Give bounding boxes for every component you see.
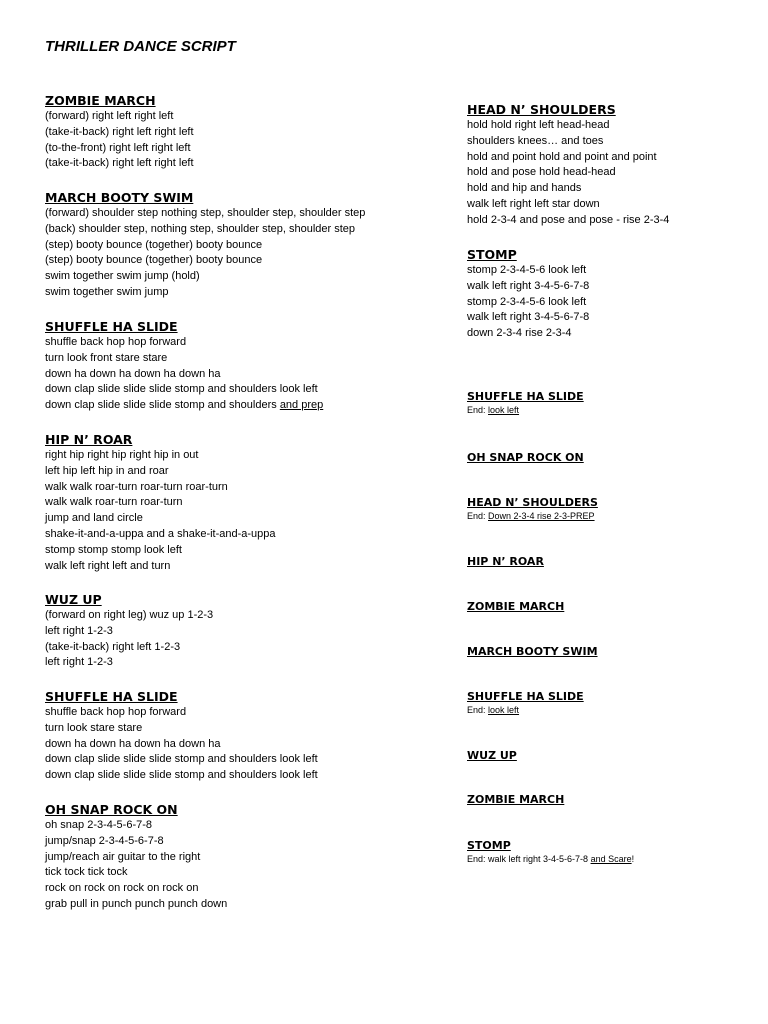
order-item-zombie-march-2: [467, 793, 564, 807]
section-zombie-march: [45, 92, 194, 172]
underlined-text: and prep: [279, 399, 324, 412]
script-line: walk left right 3-4-5-6-7-8: [467, 311, 590, 324]
end-label: End:: [467, 511, 489, 521]
script-line: (take-it-back) right left 1-2-3: [45, 640, 181, 653]
order-item-shuffle-ha-slide: [467, 390, 584, 416]
script-line: tick tock tick tock: [45, 866, 128, 879]
section-hip-n-roar: [45, 431, 276, 574]
order-item-head-n-shoulders: [467, 496, 598, 522]
script-line: down clap slide slide slide stomp and shoulders look left: [45, 383, 318, 396]
end-label: End: walk left right 3-4-5-6-7-8: [467, 854, 591, 864]
script-line: turn look stare stare: [45, 721, 143, 734]
section-heading: WUZ UP: [45, 592, 102, 607]
script-line: left hip left hip in and roar: [45, 464, 169, 477]
script-line: hold and hip and hands: [467, 182, 582, 195]
script-line: down ha down ha down ha down ha: [45, 367, 221, 380]
script-line: jump/snap 2-3-4-5-6-7-8: [45, 834, 164, 847]
script-line: (forward) shoulder step nothing step, shoulder step, shoulder step: [45, 207, 366, 219]
script-line: down 2-3-4 rise 2-3-4: [467, 327, 572, 340]
section-shuffle-ha-slide: [45, 318, 323, 414]
order-item-stomp: [467, 839, 634, 865]
page-title: THRILLER DANCE SCRIPT: [45, 38, 236, 55]
order-item-march-booty-swim: [467, 645, 598, 659]
script-line: down clap slide slide slide stomp and shoulders look left: [45, 769, 318, 782]
end-value: Down 2-3-4 rise 2-3-PREP: [488, 511, 595, 521]
script-line-text: down clap slide slide slide stomp and shoulders: [45, 399, 280, 412]
order-heading: OH SNAP ROCK ON: [467, 451, 584, 464]
section-heading: HIP N’ ROAR: [45, 432, 133, 447]
order-item-wuz-up: [467, 749, 517, 763]
script-line: walk left right left star down: [467, 197, 600, 210]
section-heading: SHUFFLE HA SLIDE: [45, 689, 178, 704]
end-note: [467, 704, 584, 716]
script-line: oh snap 2-3-4-5-6-7-8: [45, 819, 153, 831]
script-line: [45, 398, 323, 414]
section-shuffle-ha-slide-2: [45, 688, 318, 784]
end-note: [467, 510, 598, 522]
script-line: walk left right left and turn: [45, 559, 171, 572]
script-line: (forward on right leg) wuz up 1-2-3: [45, 609, 214, 621]
section-heading: SHUFFLE HA SLIDE: [45, 319, 178, 334]
script-line: rock on rock on rock on rock on: [45, 882, 199, 895]
section-heading: HEAD N’ SHOULDERS: [467, 102, 616, 117]
end-value: look left: [488, 405, 520, 415]
script-line: walk walk roar-turn roar-turn: [45, 496, 183, 509]
script-line: shuffle back hop hop forward: [45, 706, 187, 718]
end-suffix: !: [631, 854, 635, 864]
order-heading: WUZ UP: [467, 749, 517, 762]
script-line: (back) shoulder step, nothing step, shoulder step, shoulder step: [45, 222, 356, 235]
end-note: [467, 404, 584, 416]
script-line: walk walk roar-turn roar-turn roar-turn: [45, 480, 228, 493]
script-line: grab pull in punch punch punch down: [45, 897, 228, 910]
script-line: swim together swim jump: [45, 285, 169, 298]
order-heading: SHUFFLE HA SLIDE: [467, 690, 584, 703]
end-value: look left: [488, 705, 520, 715]
script-line: down ha down ha down ha down ha: [45, 737, 221, 750]
script-line: (to-the-front) right left right left: [45, 141, 191, 154]
section-head-n-shoulders: [467, 101, 669, 229]
script-line: hold 2-3-4 and pose and pose - rise 2-3-4: [467, 213, 670, 226]
section-oh-snap-rock-on: [45, 801, 227, 913]
script-line: (take-it-back) right left right left: [45, 157, 194, 170]
order-heading: ZOMBIE MARCH: [467, 600, 565, 613]
order-item-hip-n-roar: [467, 555, 544, 569]
script-line: left right 1-2-3: [45, 656, 113, 669]
order-item-zombie-march: [467, 600, 564, 614]
order-heading: HIP N’ ROAR: [467, 555, 544, 568]
section-heading: MARCH BOOTY SWIM: [45, 190, 194, 205]
section-heading: OH SNAP ROCK ON: [45, 802, 178, 817]
script-line: hold and point hold and point and point: [467, 150, 657, 163]
script-line: stomp 2-3-4-5-6 look left: [467, 264, 587, 276]
script-line: swim together swim jump (hold): [45, 270, 200, 283]
section-march-booty-swim: [45, 189, 365, 301]
order-heading: STOMP: [467, 839, 511, 852]
script-line: jump and land circle: [45, 512, 143, 525]
script-line: shoulders knees… and toes: [467, 134, 604, 147]
section-stomp: [467, 246, 589, 342]
order-heading: HEAD N’ SHOULDERS: [467, 496, 598, 509]
order-heading: MARCH BOOTY SWIM: [467, 645, 598, 658]
script-line: hold hold right left head-head: [467, 119, 610, 131]
section-heading: STOMP: [467, 247, 517, 262]
script-line: hold and pose hold head-head: [467, 166, 616, 179]
order-heading: ZOMBIE MARCH: [467, 793, 565, 806]
script-line: (step) booty bounce (together) booty bounce: [45, 238, 263, 251]
script-line: (forward) right left right left: [45, 110, 174, 122]
end-label: End:: [467, 405, 489, 415]
script-line: jump/reach air guitar to the right: [45, 850, 201, 863]
script-line: left right 1-2-3: [45, 624, 113, 637]
order-item-shuffle-ha-slide-2: [467, 690, 584, 716]
script-line: shake-it-and-a-uppa and a shake-it-and-a-uppa: [45, 527, 276, 540]
section-heading: ZOMBIE MARCH: [45, 93, 156, 108]
script-line: right hip right hip right hip in out: [45, 449, 199, 461]
end-label: End:: [467, 705, 489, 715]
script-line: down clap slide slide slide stomp and shoulders look left: [45, 753, 318, 766]
script-line: turn look front stare stare: [45, 351, 168, 364]
section-wuz-up: [45, 591, 213, 671]
end-note: [467, 853, 634, 865]
script-line: stomp stomp stomp look left: [45, 543, 182, 556]
order-item-oh-snap-rock-on: [467, 451, 584, 465]
end-value: and Scare: [590, 854, 632, 864]
script-line: walk left right 3-4-5-6-7-8: [467, 279, 590, 292]
script-line: stomp 2-3-4-5-6 look left: [467, 295, 587, 308]
script-line: (step) booty bounce (together) booty bounce: [45, 254, 263, 267]
order-heading: SHUFFLE HA SLIDE: [467, 390, 584, 403]
script-line: (take-it-back) right left right left: [45, 125, 194, 138]
script-line: shuffle back hop hop forward: [45, 336, 187, 348]
